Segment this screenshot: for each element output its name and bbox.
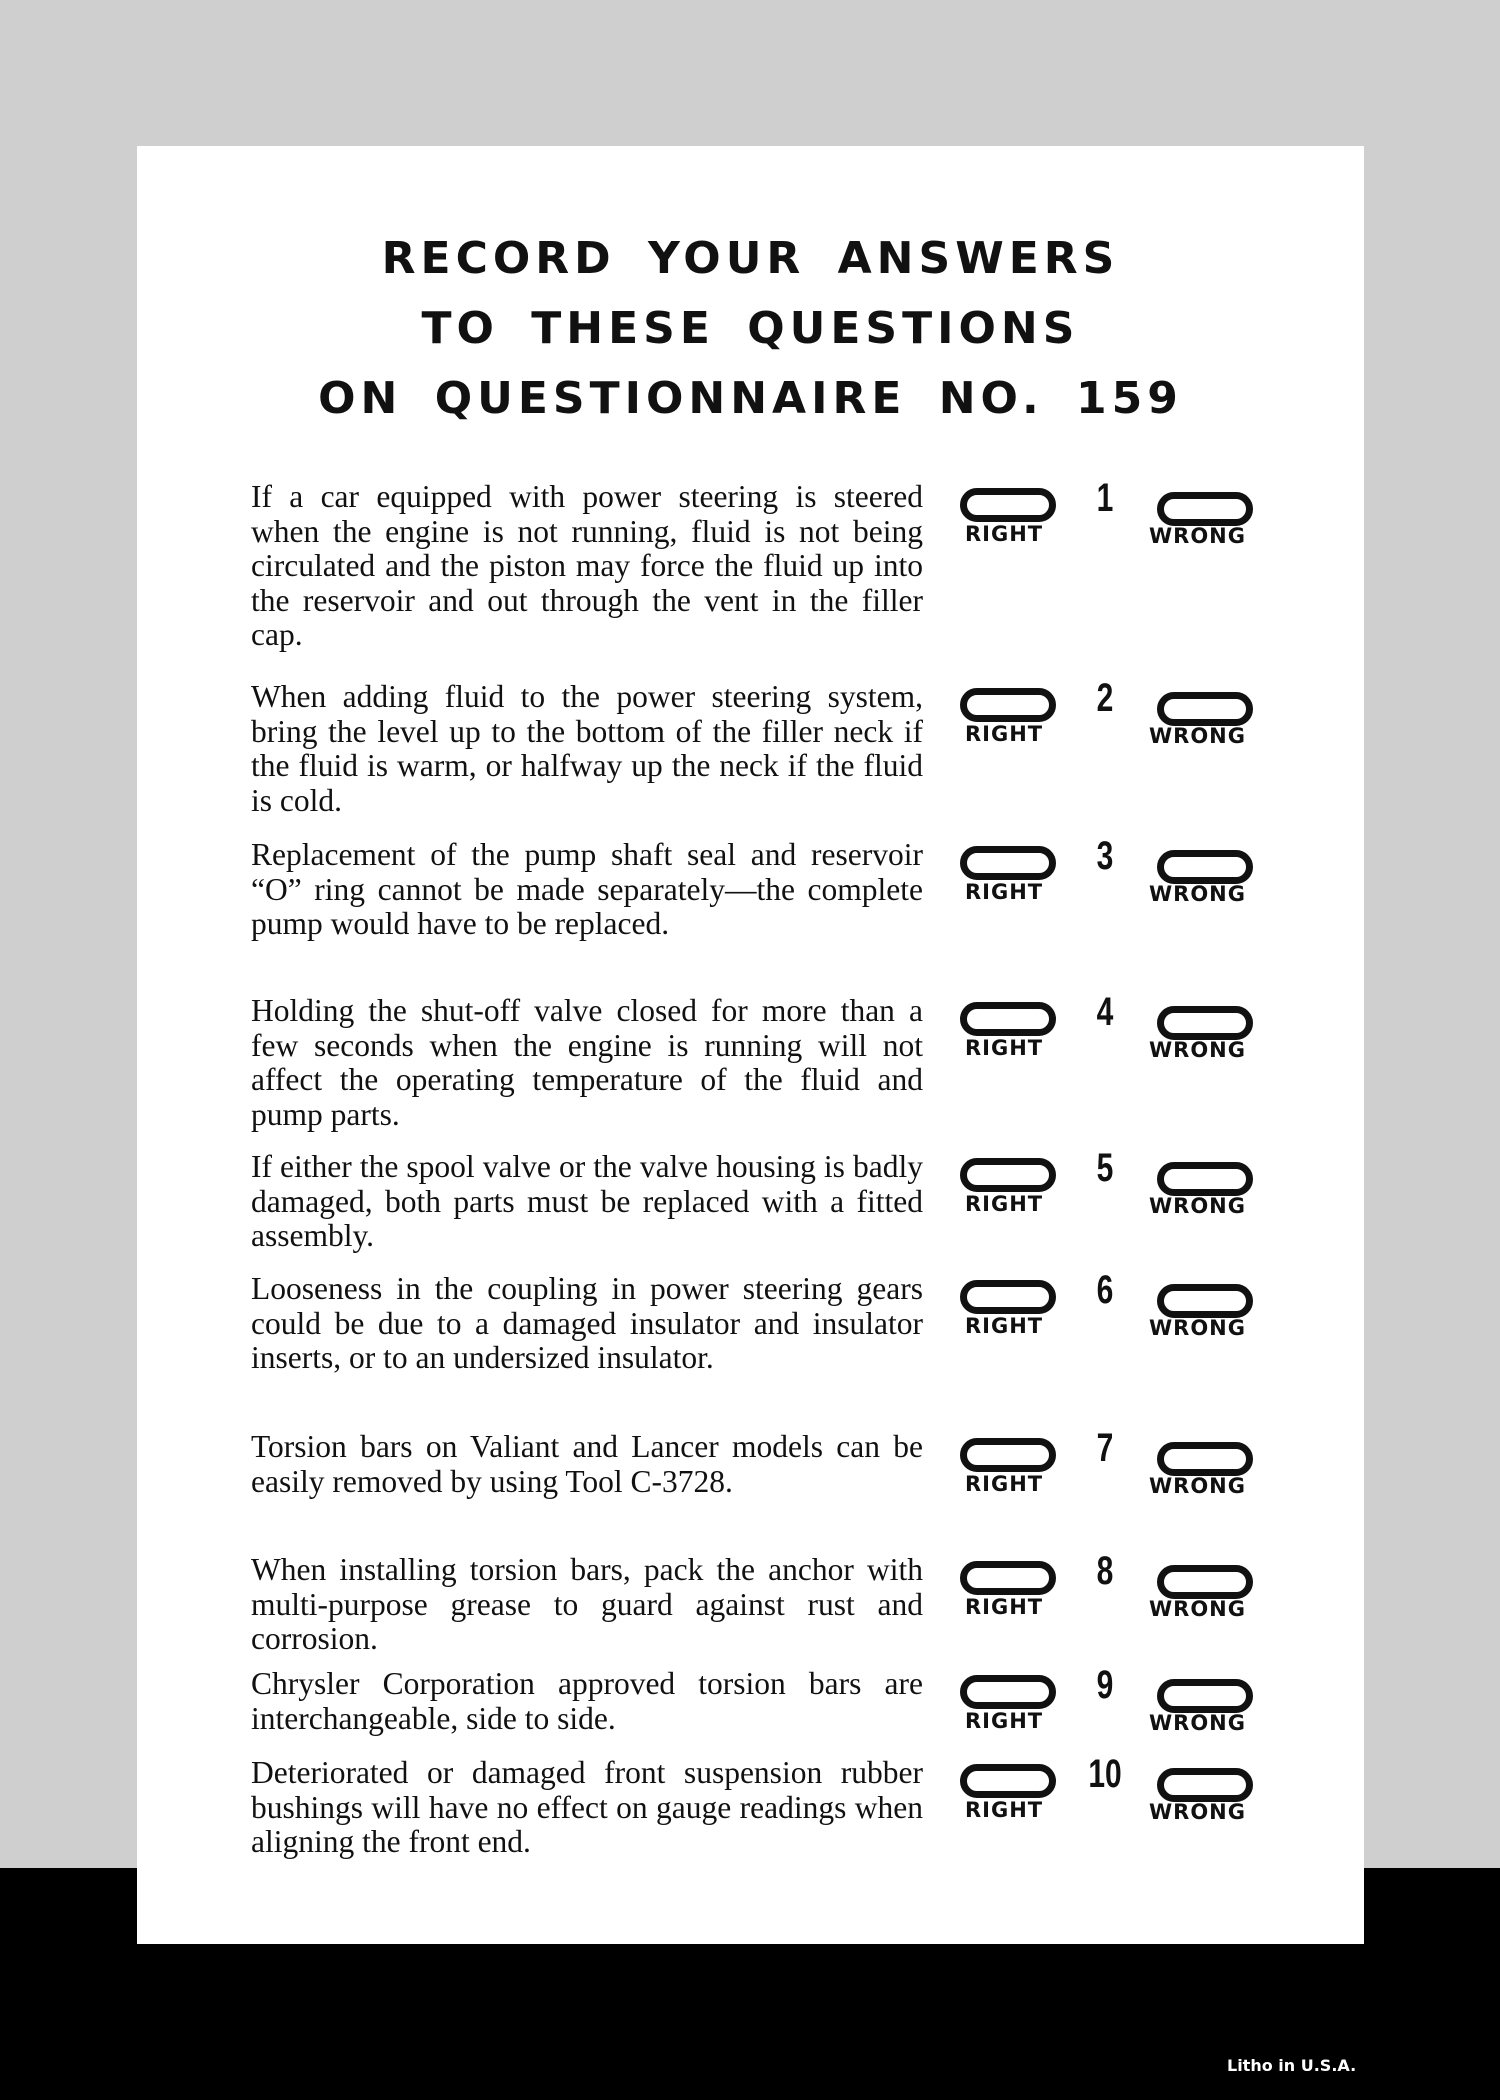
- question-number: 1: [1096, 476, 1114, 520]
- question-number: 3: [1096, 834, 1114, 878]
- wrong-answer-oval[interactable]: [1157, 692, 1253, 726]
- question-number: 10: [1088, 1752, 1122, 1796]
- wrong-label: WRONG: [1149, 882, 1246, 906]
- right-answer-oval[interactable]: [960, 1438, 1056, 1472]
- right-answer-oval[interactable]: [960, 1675, 1056, 1709]
- wrong-answer-oval[interactable]: [1157, 850, 1253, 884]
- wrong-label: WRONG: [1149, 1038, 1246, 1062]
- question-number: 9: [1096, 1663, 1114, 1707]
- questionnaire-sheet: [137, 146, 1364, 1944]
- wrong-label: WRONG: [1149, 1800, 1246, 1824]
- right-answer-oval[interactable]: [960, 488, 1056, 522]
- wrong-answer-oval[interactable]: [1157, 1162, 1253, 1196]
- right-label: RIGHT: [965, 1595, 1044, 1619]
- question-text: Deteriorated or damaged front suspension rubber bushings will have no effect on gauge readings when aligning the front end.: [251, 1755, 923, 1859]
- question-text: Holding the shut-off valve closed for more than a few seconds when the engine is running will not affect the operating temperature of the fluid and pump parts.: [251, 993, 923, 1132]
- right-answer-oval[interactable]: [960, 1280, 1056, 1314]
- right-label: RIGHT: [965, 1472, 1044, 1496]
- heading-line-3: ON QUESTIONNAIRE NO. 159: [318, 373, 1183, 424]
- right-label: RIGHT: [965, 722, 1044, 746]
- wrong-label: WRONG: [1149, 1711, 1246, 1735]
- question-text: Replacement of the pump shaft seal and reservoir “O” ring cannot be made separately—the complete pump would have to be replaced.: [251, 837, 923, 941]
- wrong-answer-oval[interactable]: [1157, 1565, 1253, 1599]
- right-label: RIGHT: [965, 1192, 1044, 1216]
- right-label: RIGHT: [965, 1314, 1044, 1338]
- wrong-answer-oval[interactable]: [1157, 1284, 1253, 1318]
- question-number: 7: [1096, 1426, 1114, 1470]
- question-number: 4: [1096, 990, 1114, 1034]
- right-answer-oval[interactable]: [960, 1764, 1056, 1798]
- right-label: RIGHT: [965, 1709, 1044, 1733]
- wrong-answer-oval[interactable]: [1157, 1679, 1253, 1713]
- question-number: 8: [1096, 1549, 1114, 1593]
- wrong-answer-oval[interactable]: [1157, 492, 1253, 526]
- wrong-label: WRONG: [1149, 1474, 1246, 1498]
- wrong-answer-oval[interactable]: [1157, 1006, 1253, 1040]
- wrong-label: WRONG: [1149, 1597, 1246, 1621]
- question-text: If either the spool valve or the valve housing is badly damaged, both parts must be replaced with a fitted assembly.: [251, 1149, 923, 1253]
- right-label: RIGHT: [965, 1036, 1044, 1060]
- question-text: When adding fluid to the power steering system, bring the level up to the bottom of the filler neck if the fluid is warm, or halfway up the neck if the fluid is cold.: [251, 679, 923, 818]
- right-answer-oval[interactable]: [960, 846, 1056, 880]
- question-number: 5: [1096, 1146, 1114, 1190]
- right-answer-oval[interactable]: [960, 1561, 1056, 1595]
- question-text: Chrysler Corporation approved torsion bars are interchangeable, side to side.: [251, 1666, 923, 1736]
- questionnaire-heading: [137, 224, 1364, 434]
- heading-line-1: RECORD YOUR ANSWERS: [381, 233, 1120, 284]
- right-label: RIGHT: [965, 522, 1044, 546]
- right-label: RIGHT: [965, 880, 1044, 904]
- heading-line-2: TO THESE QUESTIONS: [421, 303, 1080, 354]
- question-number: 6: [1096, 1268, 1114, 1312]
- right-label: RIGHT: [965, 1798, 1044, 1822]
- question-number: 2: [1096, 676, 1114, 720]
- right-answer-oval[interactable]: [960, 1158, 1056, 1192]
- right-answer-oval[interactable]: [960, 1002, 1056, 1036]
- question-text: If a car equipped with power steering is steered when the engine is not running, fluid is not being circulated and the piston may force the fluid up into the reservoir and out through the vent in the filler cap.: [251, 479, 923, 652]
- wrong-label: WRONG: [1149, 524, 1246, 548]
- wrong-answer-oval[interactable]: [1157, 1768, 1253, 1802]
- wrong-label: WRONG: [1149, 724, 1246, 748]
- litho-note: Litho in U.S.A.: [1227, 2056, 1357, 2075]
- wrong-label: WRONG: [1149, 1194, 1246, 1218]
- wrong-label: WRONG: [1149, 1316, 1246, 1340]
- right-answer-oval[interactable]: [960, 688, 1056, 722]
- question-text: Torsion bars on Valiant and Lancer models can be easily removed by using Tool C-3728.: [251, 1429, 923, 1499]
- question-text: Looseness in the coupling in power steering gears could be due to a damaged insulator and insulator inserts, or to an undersized insulator.: [251, 1271, 923, 1375]
- question-text: When installing torsion bars, pack the anchor with multi-purpose grease to guard against rust and corrosion.: [251, 1552, 923, 1656]
- wrong-answer-oval[interactable]: [1157, 1442, 1253, 1476]
